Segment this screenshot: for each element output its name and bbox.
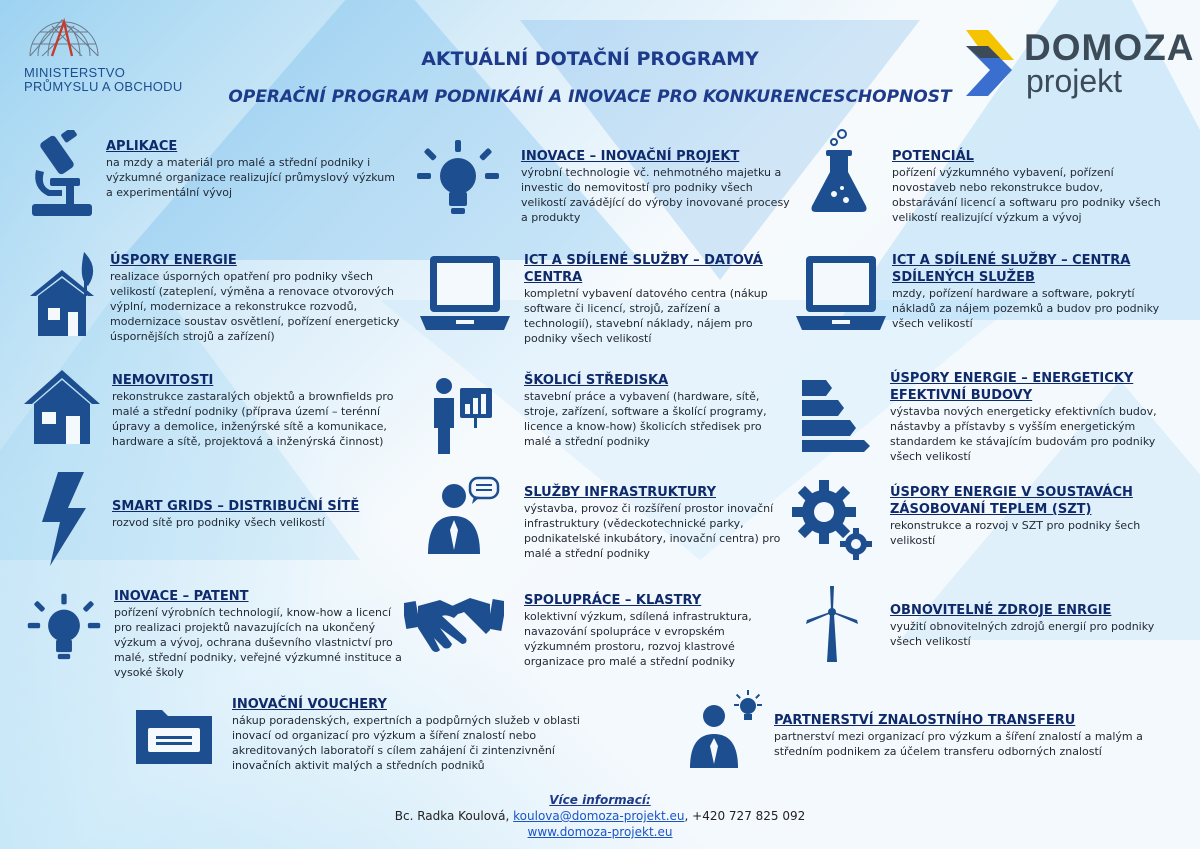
contact-footer: [300, 792, 900, 840]
program-title: ÚSPORY ENERGIE – ENERGETICKY EFEKTIVNÍ BUDOVY: [890, 371, 1134, 403]
laptop-icon: [796, 254, 886, 334]
mpo-line2: PRŮMYSLU A OBCHODU: [24, 79, 183, 94]
gears-icon: [790, 478, 874, 562]
program-title: APLIKACE: [106, 139, 178, 154]
program-inovace-patent: [26, 586, 406, 686]
program-partnerstvi-znalostniho-transferu: [690, 690, 1190, 780]
program-desc: výstavba, provoz či rozšíření prostor inovační infrastruktury (vědeckotechnické parky, podnikatelské inkubátory, inovační centra) pro malé a střední podniky: [524, 502, 781, 560]
program-obnovitelne-zdroje: [800, 584, 1190, 684]
program-desc: výstavba nových energeticky efektivních budov, nástavby a přístavby s vyšším energetickým standardem ke stávajícím budovám pro podniky všech velikostí: [890, 405, 1157, 463]
footer-heading: Více informací:: [549, 793, 651, 807]
email-link[interactable]: koulova@domoza-projekt.eu: [513, 809, 685, 823]
program-desc: na mzdy a materiál pro malé a střední podniky i výzkumné organizace realizující průmyslový výzkum a experimentální vývoj: [106, 156, 395, 199]
program-desc: rekonstrukce a rozvoj v SZT pro podniky šech velikostí: [890, 519, 1141, 547]
program-uspory-energie: [26, 248, 406, 348]
businessman-chat-icon: [426, 476, 500, 556]
program-potencial: [800, 128, 1190, 228]
program-title: ÚSPORY ENERGIE: [110, 253, 237, 268]
mpo-logo: [22, 12, 202, 102]
program-title: ÚSPORY ENERGIE V SOUSTAVÁCH ZÁSOBOVANÍ TEPLEM (SZT): [890, 485, 1133, 517]
lightbulb-icon: [26, 590, 102, 670]
program-title: POTENCIÁL: [892, 149, 974, 164]
page-title: AKTUÁLNÍ DOTAČNÍ PROGRAMY: [421, 48, 759, 70]
program-desc: mzdy, pořízení hardware a software, pokrytí nákladů za nájem pozemků a budov pro podniky všech velikostí: [892, 287, 1160, 330]
page-subtitle: OPERAČNÍ PROGRAM PODNIKÁNÍ A INOVACE PRO KONKURENCESCHOPNOST: [228, 87, 952, 107]
folder-icon: [134, 706, 214, 766]
program-title: ICT A SDÍLENÉ SLUŽBY – DATOVÁ CENTRA: [524, 253, 763, 285]
program-title: ICT A SDÍLENÉ SLUŽBY – CENTRA SDÍLENÝCH SLUŽEB: [892, 253, 1131, 285]
program-title: SPOLUPRÁCE – KLASTRY: [524, 593, 702, 608]
businessman-idea-icon: [690, 690, 766, 770]
program-ict-datova-centra: [420, 250, 790, 350]
eco-house-icon: [26, 250, 100, 338]
program-desc: kompletní vybavení datového centra (nákup software či licencí, strojů, zařízení a technologií), stavební náklady, nájem pro podniky všech velikostí: [524, 287, 768, 345]
program-nemovitosti: [24, 366, 404, 466]
program-ict-centra-sdilenych-sluzeb: [796, 250, 1186, 350]
wind-turbine-icon: [800, 584, 864, 664]
lightning-icon: [36, 470, 92, 568]
domoza-name: DOMOZA: [1024, 27, 1195, 68]
program-uspory-szt: [790, 478, 1190, 578]
program-title: OBNOVITELNÉ ZDROJE ENRGIE: [890, 603, 1112, 618]
program-title: SMART GRIDS – DISTRIBUČNÍ SÍTĚ: [112, 499, 360, 514]
mpo-line1: MINISTERSTVO: [24, 65, 126, 80]
program-skolici-strediska: [430, 366, 790, 466]
program-spoluprace-klastry: [404, 586, 790, 686]
program-title: NEMOVITOSTI: [112, 373, 214, 388]
footer-contact: [300, 808, 900, 824]
program-inovacni-projekt: [415, 134, 795, 234]
flask-icon: [804, 128, 874, 216]
presenter-icon: [430, 376, 494, 456]
program-energeticky-efektivni-budovy: [800, 366, 1190, 466]
program-desc: realizace úsporných opatření pro podniky všech velikostí (zateplení, výměna a renovace otvorových výplní, modernizace a rekonstrukce rozvodů, modernizace soustav osvětlení, pořízení energeticky úspornějších strojů a zařízení): [110, 270, 400, 343]
program-title: INOVACE – INOVAČNÍ PROJEKT: [521, 149, 740, 164]
website-link[interactable]: www.domoza-projekt.eu: [527, 825, 673, 839]
program-desc: výrobní technologie vč. nehmotného majetku a investic do nemovitostí pro podniky všech velikostí zavádějící do výroby inovované procesy a produkty: [521, 166, 790, 224]
program-smart-grids: [30, 470, 410, 570]
contact-name: Bc. Radka Koulová,: [394, 809, 510, 823]
lightbulb-icon: [415, 138, 501, 224]
program-title: ŠKOLICÍ STŘEDISKA: [524, 373, 669, 388]
program-title: PARTNERSTVÍ ZNALOSTNÍHO TRANSFERU: [774, 713, 1076, 728]
program-title: SLUŽBY INFRASTRUKTURY: [524, 485, 716, 500]
handshake-icon: [404, 592, 504, 658]
program-title: INOVACE – PATENT: [114, 589, 249, 604]
program-desc: nákup poradenských, expertních a podpůrných služeb v oblasti inovací od organizací pro výzkum a šíření znalostí nebo akreditovaných laboratoří s cílem zahájení či zintenzivnění inovačních aktivit malých a středních podniků: [232, 714, 580, 772]
energy-bars-icon: [800, 376, 876, 452]
program-desc: pořízení výrobních technologií, know-how a licencí pro realizaci projektů navazujících na ukončený výzkum a vývoj, ochrana duševního vlastnictví pro malé, střední podniky, veřejné výzkumné instituce a vysoké školy: [114, 606, 402, 679]
program-aplikace: [22, 128, 402, 228]
domoza-sub: projekt: [1026, 63, 1123, 99]
microscope-icon: [22, 130, 102, 222]
program-desc: kolektivní výzkum, sdílená infrastruktura, navazování spolupráce v evropském výzkumném prostoru, rozvoj klastrové organizace pro malé a střední podniky: [524, 610, 752, 668]
program-desc: využití obnovitelných zdrojů energií pro podniky všech velikostí: [890, 620, 1155, 648]
program-desc: rozvod sítě pro podniky všech velikostí: [112, 516, 325, 529]
program-desc: pořízení výzkumného vybavení, pořízení novostaveb nebo rekonstrukce budov, obstarávání licencí a softwaru pro podniky všech velikostí realizující výzkum a vývoj: [892, 166, 1161, 224]
program-sluzby-infrastruktury: [426, 476, 790, 576]
contact-phone: , +420 727 825 092: [684, 809, 806, 823]
house-icon: [24, 368, 100, 446]
program-desc: rekonstrukce zastaralých objektů a brownfields pro malé a střední podniky (příprava území – terénní úpravy a demolice, inženýrské sítě a komunikace, hardware a sítě, projektová a inženýrská činnost): [112, 390, 394, 448]
program-title: INOVAČNÍ VOUCHERY: [232, 697, 387, 712]
globe-logo-icon: [22, 12, 102, 64]
laptop-icon: [420, 254, 510, 334]
program-desc: partnerství mezi organizací pro výzkum a šíření znalostí a malým a středním podnikem za účelem transferu odborných znalostí: [774, 730, 1143, 758]
program-desc: stavební práce a vybavení (hardware, sítě, stroje, zařízení, software a školící programy, licence a know-how) školicích středisek pro malé a střední podniky: [524, 390, 767, 448]
program-inovacni-vouchery: [134, 694, 594, 784]
